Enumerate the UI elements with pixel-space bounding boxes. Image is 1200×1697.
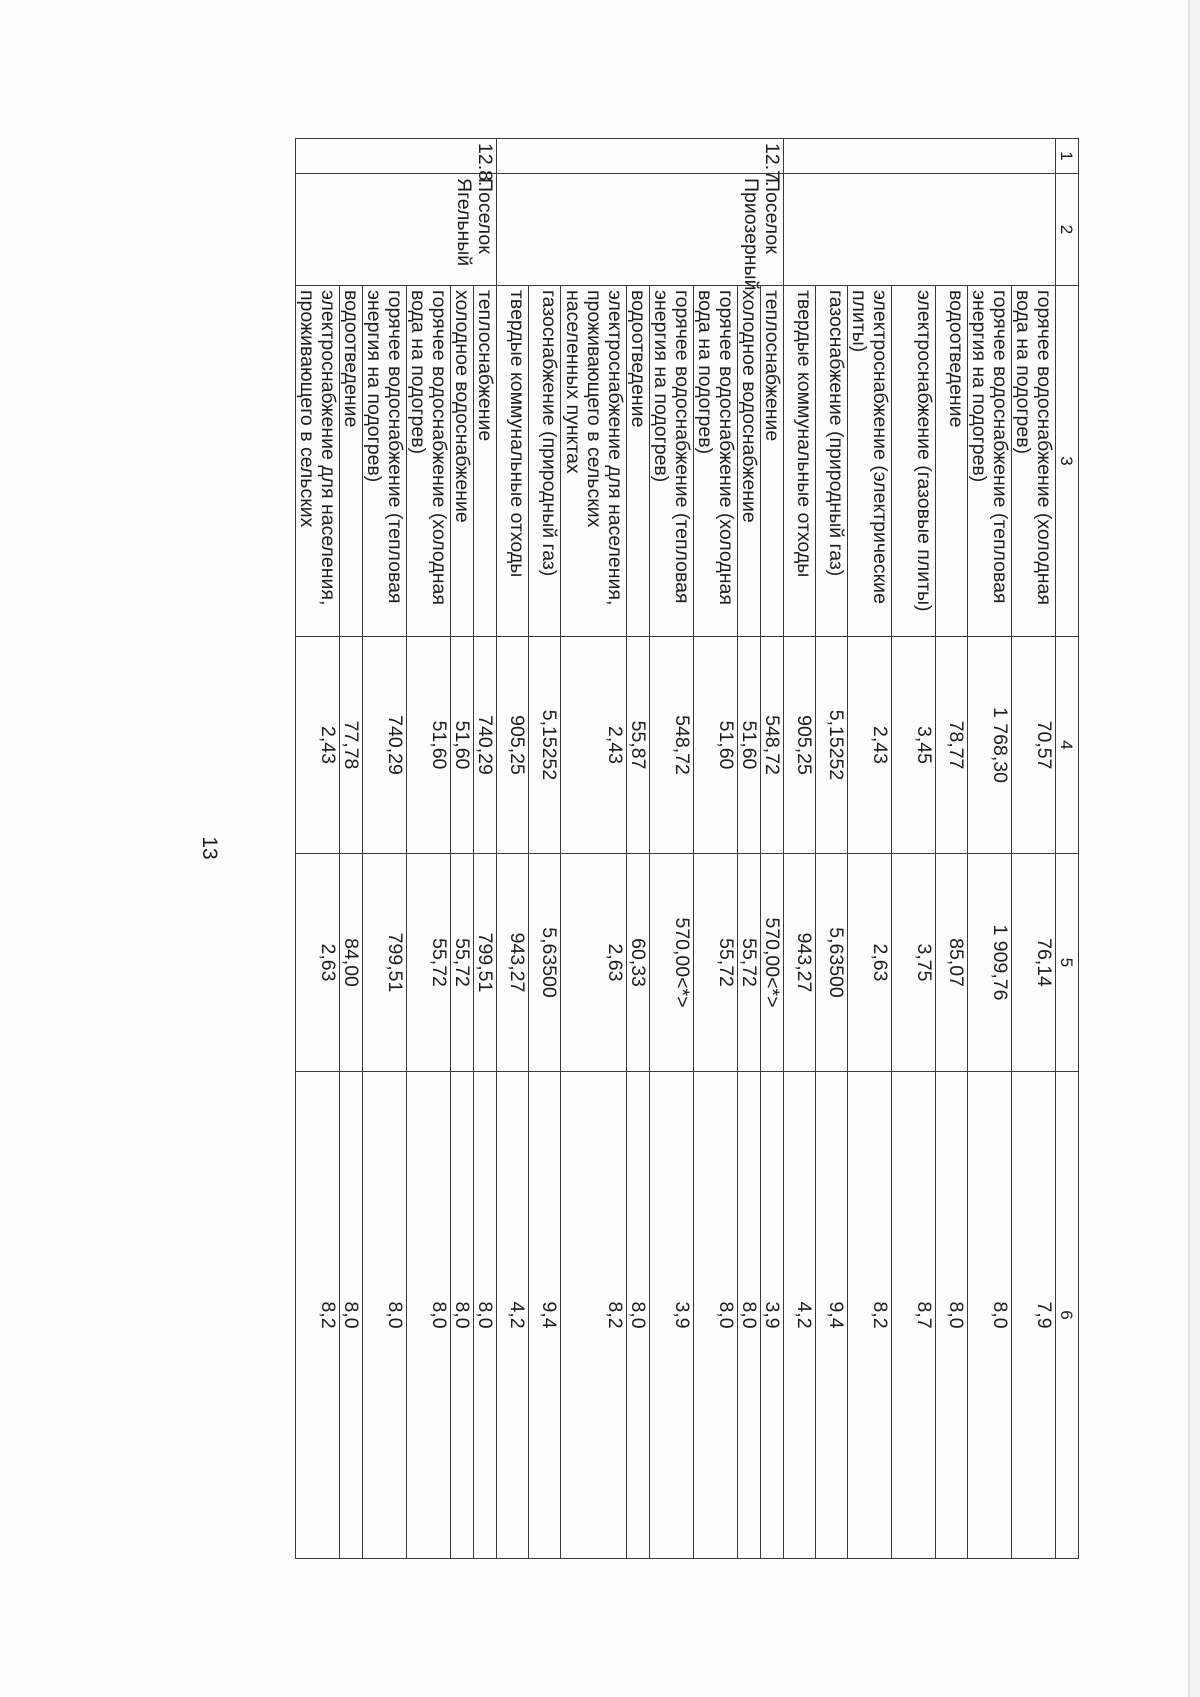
table-row [761,139,784,1559]
table-row [451,139,474,1559]
growth-percent-cell: 8,0 [474,1072,497,1559]
tariff-new-cell: 943,27 [784,854,816,1072]
header-cell: 4 [1056,637,1079,854]
tariff-new-cell: 2,63 [561,854,627,1072]
service-cell: холодное водоснабжение [451,286,474,637]
growth-percent-cell: 8,2 [848,1072,892,1559]
header-cell: 3 [1056,286,1079,637]
tariff-new-cell: 55,72 [694,854,738,1072]
tariff-old-cell: 51,60 [407,637,451,854]
growth-percent-cell: 8,0 [694,1072,738,1559]
tariff-old-cell: 905,25 [784,637,816,854]
settlement-cell: Поселок Приозерный [497,174,784,286]
tariff-old-cell: 51,60 [694,637,738,854]
service-cell: электроснабжение для населения, проживающего в сельских [296,286,340,637]
growth-percent-cell: 8,0 [363,1072,407,1559]
table-row [1012,139,1056,1559]
settlement-cell: Поселок Ягельный [296,174,497,286]
tariff-new-cell: 55,72 [451,854,474,1072]
tariff-new-cell: 85,07 [936,854,968,1072]
tariff-new-cell: 2,63 [296,854,340,1072]
tariff-old-cell: 740,29 [474,637,497,854]
table-row [892,139,936,1559]
tariff-old-cell: 55,87 [627,637,650,854]
growth-percent-cell: 8,2 [561,1072,627,1559]
tariff-old-cell: 548,72 [761,637,784,854]
table-row [497,139,529,1559]
tariff-old-cell: 740,29 [363,637,407,854]
table-row [363,139,407,1559]
service-cell: электроснабжение для населения, проживающего в сельских населенных пунктах [561,286,627,637]
tariff-new-cell: 799,51 [363,854,407,1072]
tariff-new-cell: 76,14 [1012,854,1056,1072]
settlement-cell [784,174,1056,286]
tariff-new-cell: 55,72 [407,854,451,1072]
service-cell: водоотведение [627,286,650,637]
tariff-new-cell: 84,00 [340,854,363,1072]
service-cell: горячее водоснабжение (тепловая энергия на подогрев) [650,286,694,637]
service-cell: горячее водоснабжение (холодная вода на подогрев) [407,286,451,637]
growth-percent-cell: 8,0 [936,1072,968,1559]
growth-percent-cell: 8,0 [451,1072,474,1559]
header-cell: 6 [1056,1072,1079,1559]
tariff-new-cell: 3,75 [892,854,936,1072]
table-row [340,139,363,1559]
service-cell: водоотведение [936,286,968,637]
service-cell: твердые коммунальные отходы [497,286,529,637]
growth-percent-cell: 8,0 [738,1072,761,1559]
table-row [784,139,816,1559]
table-row [627,139,650,1559]
tariff-old-cell: 70,57 [1012,637,1056,854]
service-cell: теплоснабжение [761,286,784,637]
growth-percent-cell: 4,2 [497,1072,529,1559]
item-number-cell: 12.8. [296,139,497,174]
growth-percent-cell: 8,7 [892,1072,936,1559]
header-cell: 2 [1056,174,1079,286]
tariff-new-cell: 570,00<*> [761,854,784,1072]
tariff-table [295,138,1079,1559]
table-row [848,139,892,1559]
tariff-old-cell: 905,25 [497,637,529,854]
service-cell: электроснабжение (электрические плиты) [848,286,892,637]
tariff-new-cell: 5,63500 [816,854,848,1072]
growth-percent-cell: 8,2 [296,1072,340,1559]
service-cell: горячее водоснабжение (тепловая энергия на подогрев) [363,286,407,637]
service-cell: холодное водоснабжение [738,286,761,637]
table-row [529,139,561,1559]
growth-percent-cell: 3,9 [650,1072,694,1559]
table-row [407,139,451,1559]
service-cell: горячее водоснабжение (холодная вода на подогрев) [1012,286,1056,637]
table-row [694,139,738,1559]
growth-percent-cell: 9,4 [529,1072,561,1559]
tariff-old-cell: 2,43 [296,637,340,854]
tariff-old-cell: 3,45 [892,637,936,854]
growth-percent-cell: 9,4 [816,1072,848,1559]
growth-percent-cell: 4,2 [784,1072,816,1559]
tariff-old-cell: 2,43 [848,637,892,854]
growth-percent-cell: 8,0 [627,1072,650,1559]
service-cell: твердые коммунальные отходы [784,286,816,637]
header-cell: 5 [1056,854,1079,1072]
tariff-old-cell: 5,15252 [816,637,848,854]
tariff-new-cell: 55,72 [738,854,761,1072]
table-row [650,139,694,1559]
header-cell: 1 [1056,139,1079,174]
service-cell: водоотведение [340,286,363,637]
item-number-cell: 12.7. [497,139,784,174]
service-cell: газоснабжение (природный газ) [816,286,848,637]
tariff-new-cell: 570,00<*> [650,854,694,1072]
table-header-row [1056,139,1079,1559]
tariff-new-cell: 60,33 [627,854,650,1072]
rotated-content [189,138,1079,1558]
tariff-new-cell: 943,27 [497,854,529,1072]
tariff-new-cell: 799,51 [474,854,497,1072]
tariff-old-cell: 77,78 [340,637,363,854]
table-row [474,139,497,1559]
page-number: 13 [198,836,221,860]
service-cell: электроснабжение (газовые плиты) [892,286,936,637]
tariff-new-cell: 2,63 [848,854,892,1072]
tariff-new-cell: 5,63500 [529,854,561,1072]
growth-percent-cell: 8,0 [968,1072,1012,1559]
tariff-old-cell: 51,60 [451,637,474,854]
service-cell: газоснабжение (природный газ) [529,286,561,637]
table-row [816,139,848,1559]
tariff-new-cell: 1 909,76 [968,854,1012,1072]
tariff-old-cell: 51,60 [738,637,761,854]
service-cell: горячее водоснабжение (холодная вода на подогрев) [694,286,738,637]
tariff-old-cell: 2,43 [561,637,627,854]
service-cell: горячее водоснабжение (тепловая энергия на подогрев) [968,286,1012,637]
tariff-old-cell: 548,72 [650,637,694,854]
item-number-cell [784,139,1056,174]
growth-percent-cell: 8,0 [407,1072,451,1559]
tariff-old-cell: 78,77 [936,637,968,854]
tariff-old-cell: 1 768,30 [968,637,1012,854]
growth-percent-cell: 8,0 [340,1072,363,1559]
table-row [296,139,340,1559]
growth-percent-cell: 7,9 [1012,1072,1056,1559]
growth-percent-cell: 3,9 [761,1072,784,1559]
table-row [968,139,1012,1559]
table-row [561,139,627,1559]
table-row [936,139,968,1559]
service-cell: теплоснабжение [474,286,497,637]
table-row [738,139,761,1559]
tariff-old-cell: 5,15252 [529,637,561,854]
